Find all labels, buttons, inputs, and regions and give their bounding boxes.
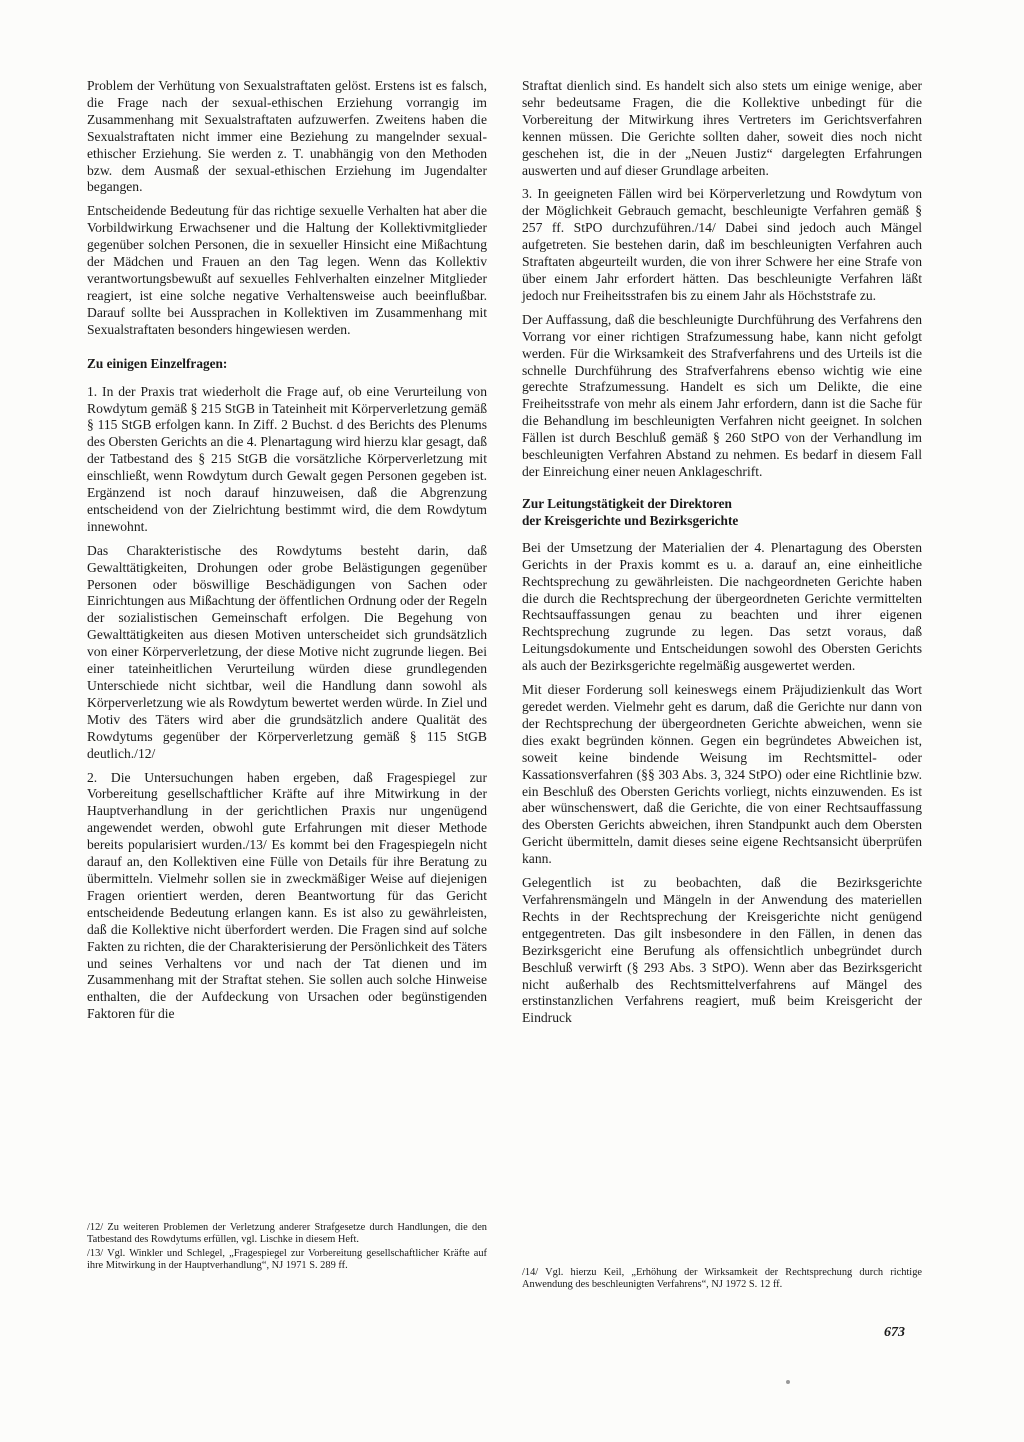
paragraph: 2. Die Untersuchungen haben ergeben, daß Fragespiegel zur Vorbereitung gesellschaftlicher Kräfte auf ihre Mitwirkung in der Hauptverhandlung in der gerichtlichen Praxis nur ungenügend angewendet werden, obwohl gute Erfahrungen mit dieser Methode bereits popularisiert wurden./13/ Es kommt bei den Fragespiegeln nicht darauf an, den Kollektiven eine Fülle von Details für ihre Beratung zu übermitteln. Vielmehr sollen sie in zweckmäßiger Weise auf diejenigen Fragen orientiert werden, deren Beantwortung für das Gericht entscheidende Bedeutung erlangen kann. Es ist also zu gewährleisten, daß die Kollektive nicht überfordert werden. Die Fragen sind auf solche Fakten zu richten, die der Charakterisierung der Persönlichkeit des Täters und seines Verhaltens vor und nach der Tat dienen und im Zusammenhang mit der Straftat stehen. Sie sollen auch solche Hinweise enthalten, die der Aufdeckung von Ursachen oder begünstigenden Faktoren für die	[87, 769, 487, 1022]
footnote: /12/ Zu weiteren Problemen der Verletzung anderer Strafgesetze durch Handlungen, die den Tatbestand des Rowdytums erfüllen, vgl. Lischke in diesem Heft.	[87, 1222, 487, 1245]
paragraph: Gelegentlich ist zu beobachten, daß die Bezirksgerichte Verfahrensmängeln und Mängeln in der Anwendung des materiellen Rechts in der Rechtsprechung der Kreisgerichte nicht genügend entgegentreten. Das gilt insbesondere in den Fällen, in denen das Bezirksgericht eine Berufung als offensichtlich unbegründet durch Beschluß verwirft (§ 293 Abs. 3 StPO). Wenn aber das Bezirksgericht nicht außerhalb des Rechtsmittelverfahrens auf Mängel des erstinstanzlichen Verfahrens reagiert, muß beim Kreisgericht der Eindruck	[522, 875, 922, 1026]
paragraph: Problem der Verhütung von Sexualstraftaten gelöst. Erstens ist es falsch, die Frage nach der sexual-ethischen Erziehung vorrangig im Zusammenhang mit Sexualstraftaten aufzuwerfen. Zweitens haben die Sexualstraftaten nicht immer eine Beziehung zu mangelnder sexual-ethischer Erziehung. Sie werden z. T. unabhängig von den Methoden bzw. dem Ausmaß der sexual-ethischen Erziehung im Jugendalter begangen.	[87, 78, 487, 195]
paragraph: 3. In geeigneten Fällen wird bei Körperverletzung und Rowdytum von der Möglichkeit Gebrauch gemacht, beschleunigte Verfahren gemäß § 257 ff. StPO durchzuführen./14/ Dabei sind jedoch auch Mängel aufgetreten. Sie bestehen darin, daß im beschleunigten Verfahren auch Straftaten abgeurteilt wurden, die von ihrer Schwere her eine Strafe von über einem Jahr erfordert hätten. Das beschleunigte Verfahren läßt jedoch nur Freiheitsstrafen bis zu einem Jahr als Höchststrafe zu.	[522, 186, 922, 303]
right-column	[522, 78, 922, 1034]
print-spot	[786, 1380, 790, 1384]
footnote: /13/ Vgl. Winkler und Schlegel, „Fragespiegel zur Vorbereitung gesellschaftlicher Kräfte auf ihre Mitwirkung in der Hauptverhandlung“, NJ 1971 S. 289 ff.	[87, 1248, 487, 1271]
paragraph: Straftat dienlich sind. Es handelt sich also stets um einige wenige, aber sehr bedeutsame Fragen, die die Kollektive unbedingt für die Vorbereitung der Mitwirkung ihres Vertreters im Gerichtsverfahren kennen müssen. Die Gerichte sollten daher, soweit dies noch nicht geschehen ist, die in der „Neuen Justiz“ dargelegten Erfahrungen auswerten und auf dieser Grundlage arbeiten.	[522, 78, 922, 178]
paragraph: 1. In der Praxis trat wiederholt die Frage auf, ob eine Verurteilung von Rowdytum gemäß § 215 StGB in Tateinheit mit Körperverletzung gemäß § 115 StGB erfolgen kann. In Ziff. 2 Buchst. d des Berichts des Plenums des Obersten Gerichts an die 4. Plenartagung wird hierzu klar gesagt, daß der Tatbestand des § 215 StGB die vorsätzliche Körperverletzung mit einschließt, wenn Rowdytum durch Gewalt gegen Personen gegeben ist. Ergänzend ist noch darauf hinzuweisen, daß die Abgrenzung entscheidend von der Zielrichtung bestimmt wird, die dem Rowdytum innewohnt.	[87, 383, 487, 534]
page-number: 673	[884, 1325, 905, 1340]
footnotes-left	[87, 1222, 487, 1274]
section-heading	[522, 495, 922, 529]
paragraph: Mit dieser Forderung soll keineswegs einem Präjudizienkult das Wort geredet werden. Vielmehr geht es darum, daß die Gerichte nur dann von der Rechtsprechung der übergeordneten Gerichte abweichen, wenn sie dies exakt begründen können. Gegen ein begründetes Abweichen ist, soweit keine bindende Weisung im Rechtsmittel- oder Kassationsverfahren (§§ 303 Abs. 3, 324 StPO) oder eine Richtlinie bzw. ein Beschluß des Obersten Gerichts vorliegt, nichts einzuwenden. Es ist aber wünschenswert, daß die Gerichte, die von einer Rechtsauffassung des Obersten Gerichts abweichen, ihren Standpunkt auch dem Obersten Gericht übermitteln, damit dieses seine eigene Rechtsansicht überprüfen kann.	[522, 682, 922, 867]
section-heading-line: Zur Leitungstätigkeit der Direktoren	[522, 495, 732, 511]
footnotes-right	[522, 1267, 922, 1293]
paragraph: Das Charakteristische des Rowdytums besteht darin, daß Gewalttätigkeiten, Drohungen oder grobe Belästigungen gegenüber Personen oder böswillige Beschädigungen von Sachen oder Einrichtungen aus Mißachtung der öffentlichen Ordnung oder der Regeln der sozialistischen Gemeinschaft erfolgen. Die Begehung von Gewalttätigkeiten aus diesen Motiven unterscheidet sich grundsätzlich von einer Körperverletzung, der diese Motive nicht zugrunde liegen. Bei einer tateinheitlichen Verurteilung würden diese grundlegenden Unterschiede nicht sichtbar, weil die Handlung dann sowohl als Körperverletzung wie als Rowdytum bewertet werden würde. In Ziel und Motiv des Täters wird aber die grundsätzlich andere Qualität des Rowdytums gegenüber der Körperverletzung gemäß § 115 StGB deutlich./12/	[87, 542, 487, 761]
section-heading: Zu einigen Einzelfragen:	[87, 355, 228, 371]
paragraph: Bei der Umsetzung der Materialien der 4. Plenartagung des Obersten Gerichts in der Praxis kommt es u. a. darauf an, eine einheitliche Rechtsprechung zu gewährleisten. Die nachgeordneten Gerichte haben die durch die Rechtsprechung der übergeordneten Gerichte vermittelten Rechtsauffassungen genau zu beachten und ihrer eigenen Rechtsprechung zugrunde zu legen. Das setzt voraus, daß Leitungsdokumente und Entscheidungen sowohl des Obersten Gerichts als auch der Bezirksgerichte regelmäßig ausgewertet werden.	[522, 539, 922, 674]
paragraph: Entscheidende Bedeutung für das richtige sexuelle Verhalten hat aber die Vorbildwirkung Erwachsener und die Haltung der Kollektivmitglieder gegenüber solchen Personen, die in sexueller Hinsicht eine Mißachtung der Mädchen und Frauen an den Tag legen. Wenn das Kollektiv verantwortungsbewußt auf sexuelles Fehlverhalten einzelner Mitglieder reagiert, ist eine solche negative Verhaltensweise auch beeinflußbar. Darauf sollte bei Aussprachen in Kollektiven im Zusammenhang mit Sexualstraftaten besonders hingewiesen werden.	[87, 203, 487, 337]
section-heading-line: der Kreisgerichte und Bezirksgerichte	[522, 512, 739, 528]
paragraph: Der Auffassung, daß die beschleunigte Durchführung des Verfahrens den Vorrang vor einer richtigen Strafzumessung habe, kann nicht gefolgt werden. Für die Wirksamkeit des Strafverfahrens und des Urteils ist die schnelle Durchführung des Strafverfahrens ebenso wichtig wie eine gerechte Strafzumessung. Handelt es sich um Delikte, die eine Freiheitsstrafe von mehr als einem Jahr erfordern, dann ist die Sache für die Behandlung im beschleunigten Verfahren nicht geeignet. In solchen Fällen ist durch Beschluß gemäß § 260 StPO von der Verhandlung im beschleunigten Verfahren Abstand zu nehmen. Es bedarf in diesem Fall der Einreichung einer neuen Anklageschrift.	[522, 311, 922, 479]
footnote: /14/ Vgl. hierzu Keil, „Erhöhung der Wirksamkeit der Rechtsprechung durch richtige Anwendung des beschleunigten Verfahrens“, NJ 1972 S. 12 ff.	[522, 1267, 922, 1290]
left-column	[87, 78, 487, 1030]
